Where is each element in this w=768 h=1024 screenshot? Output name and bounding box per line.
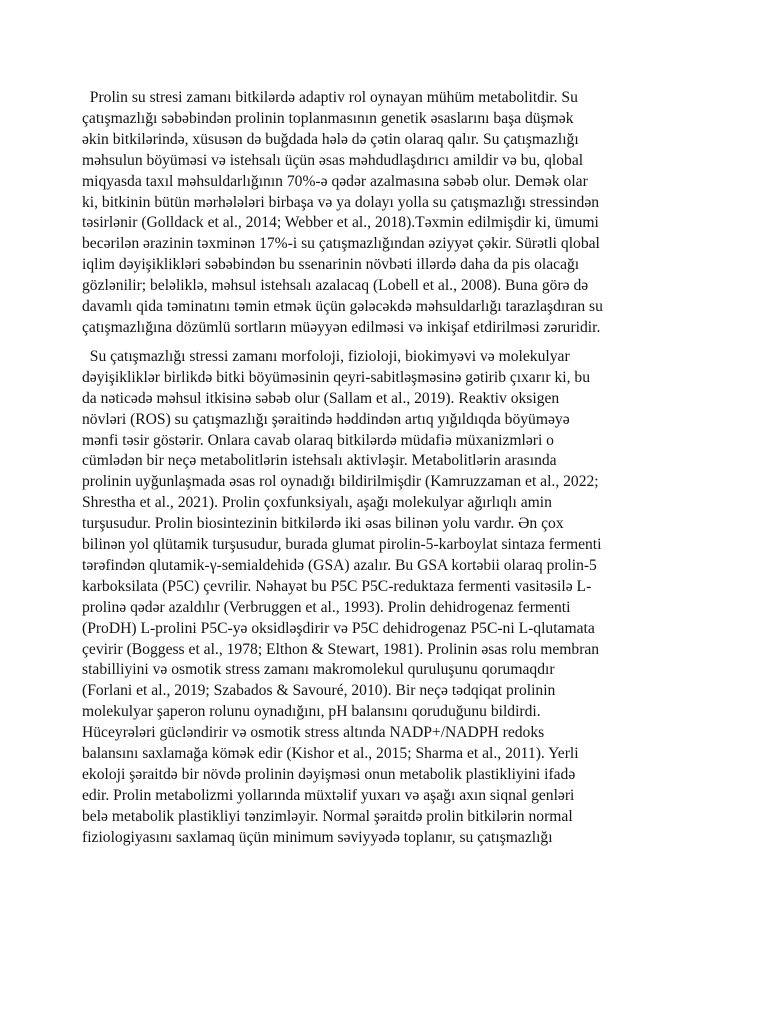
text-line: balansını saxlamağa kömək edir (Kishor et al., 2015; Sharma et al., 2011). Yerli xyxy=(82,745,579,763)
text-line: fiziologiyasını saxlamaq üçün minimum səviyyədə toplanır, su çatışmazlığı xyxy=(82,828,553,846)
text-line: Hüceyrələri gücləndirir və osmotik stress altında NADP+/NADPH redoks xyxy=(82,724,545,742)
text-line: prolinin uyğunlaşmada əsas rol oynadığı bildirilmişdir (Kamruzzaman et al., 2022; xyxy=(82,473,599,491)
text-line: ki, bitkinin bütün mərhələləri birbaşa və ya dolayı yolla su çatışmazlığı stressindən xyxy=(82,193,600,211)
text-line: miqyasda taxıl məhsuldarlığının 70%-ə qədər azalmasına səbəb olur. Demək olar xyxy=(82,172,588,190)
text-line: iqlim dəyişiklikləri səbəbindən bu ssenarinin növbəti illərdə daha da pis olacağı xyxy=(82,256,580,274)
text-line: ekoloji şəraitdə bir növdə prolinin dəyişməsi onun metabolik plastikliyini ifadə xyxy=(82,766,576,783)
text-line: gözlənilir; beləliklə, məhsul istehsalı azalacaq (Lobell et al., 2008). Buna görə də xyxy=(82,277,589,295)
paragraph-1 xyxy=(82,88,684,339)
text-line: (ProDH) L-prolini P5C-yə oksidləşdirir və P5C dehidrogenaz P5C-ni L-qlutamata xyxy=(82,619,595,637)
text-line: Prolin su stresi zamanı bitkilərdə adaptiv rol oynayan mühüm metabolitdir. Su xyxy=(82,89,578,106)
text-line: turşusudur. Prolin biosintezinin bitkilərdə iki əsas bilinən yolu vardır. Ən çox xyxy=(82,515,564,533)
text-line: karboksilata (P5C) çevrilir. Nəhayət bu P5C P5C-reduktaza fermenti vasitəsilə L- xyxy=(82,577,592,595)
text-line: molekulyar şaperon rolunu oynadığını, pH balansını qoruduğunu bildirdi. xyxy=(82,703,541,721)
text-line: belə metabolik plastikliyi tənzimləyir. Normal şəraitdə prolin bitkilərin normal xyxy=(82,807,573,825)
text-line: davamlı qida təminatını təmin etmək üçün gələcəkdə məhsuldarlığı tarazlaşdıran su xyxy=(82,298,603,316)
text-line: çatışmazlığına dözümlü sortların müəyyən edilməsi və inkişaf etdirilməsi zəruridir. xyxy=(82,318,601,336)
text-line: becərilən ərazinin təxminən 17%-i su çatışmazlığından əziyyət çəkir. Sürətli qlobal xyxy=(82,235,600,253)
text-line: təsirlənir (Golldack et al., 2014; Webber et al., 2018).Təxmin edilmişdir ki, ümumi xyxy=(82,214,599,232)
text-line: edir. Prolin metabolizmi yollarında müxtəlif yuxarı və aşağı axın siqnal genləri xyxy=(82,786,575,804)
text-line: çatışmazlığı səbəbindən prolinin toplanmasının genetik əsaslarını başa düşmək xyxy=(82,109,574,127)
text-line: Su çatışmazlığı stressi zamanı morfoloji, fizioloji, biokimyəvi və molekulyar xyxy=(82,347,570,365)
text-line: növləri (ROS) su çatışmazlığı şəraitində həddindən artıq yığıldıqda böyüməyə xyxy=(82,410,570,428)
paragraph-2 xyxy=(82,347,684,849)
text-line: prolinə qədər azaldılır (Verbruggen et al., 1993). Prolin dehidrogenaz fermenti xyxy=(82,598,571,616)
text-line: dəyişikliklər birlikdə bitki böyüməsinin qeyri-sabitləşməsinə gətirib çıxarır ki, bu xyxy=(82,368,590,386)
text-line: əkin bitkilərində, xüsusən də buğdada hələ də çətin olaraq qalır. Su çatışmazlığı xyxy=(82,130,579,148)
text-line: mənfi təsir göstərir. Onlara cavab olaraq bitkilərdə müdafiə müxanizmləri o xyxy=(82,431,554,449)
text-line: (Forlani et al., 2019; Szabados & Savouré, 2010). Bir neçə tədqiqat prolinin xyxy=(82,682,556,700)
text-line: da nəticədə məhsul itkisinə səbəb olur (Sallam et al., 2019). Reaktiv oksigen xyxy=(82,389,560,407)
text-line: bilinən yol qlütamik turşusudur, burada glumat pirolin-5-karboylat sintaza fermenti xyxy=(82,536,602,554)
text-line: tərəfindən qlutamik-γ-semialdehidə (GSA) azalır. Bu GSA kortəbii olaraq prolin-5 xyxy=(82,556,597,574)
text-line: məhsulun böyüməsi və istehsalı üçün əsas məhdudlaşdırıcı amildir və bu, qlobal xyxy=(82,151,584,169)
text-line: stabilliyini və osmotik stress zamanı makromolekul quruluşunu qorumaqdır xyxy=(82,661,555,679)
text-line: Shrestha et al., 2021). Prolin çoxfunksiyalı, aşağı molekulyar ağırlıqlı amin xyxy=(82,494,552,512)
document-page xyxy=(82,88,684,849)
text-line: cümlədən bir neçə metabolitlərin istehsalı aktivləşir. Metabolitlərin arasında xyxy=(82,452,557,470)
text-line: çevirir (Boggess et al., 1978; Elthon & Stewart, 1981). Prolinin əsas rolu membran xyxy=(82,640,600,658)
